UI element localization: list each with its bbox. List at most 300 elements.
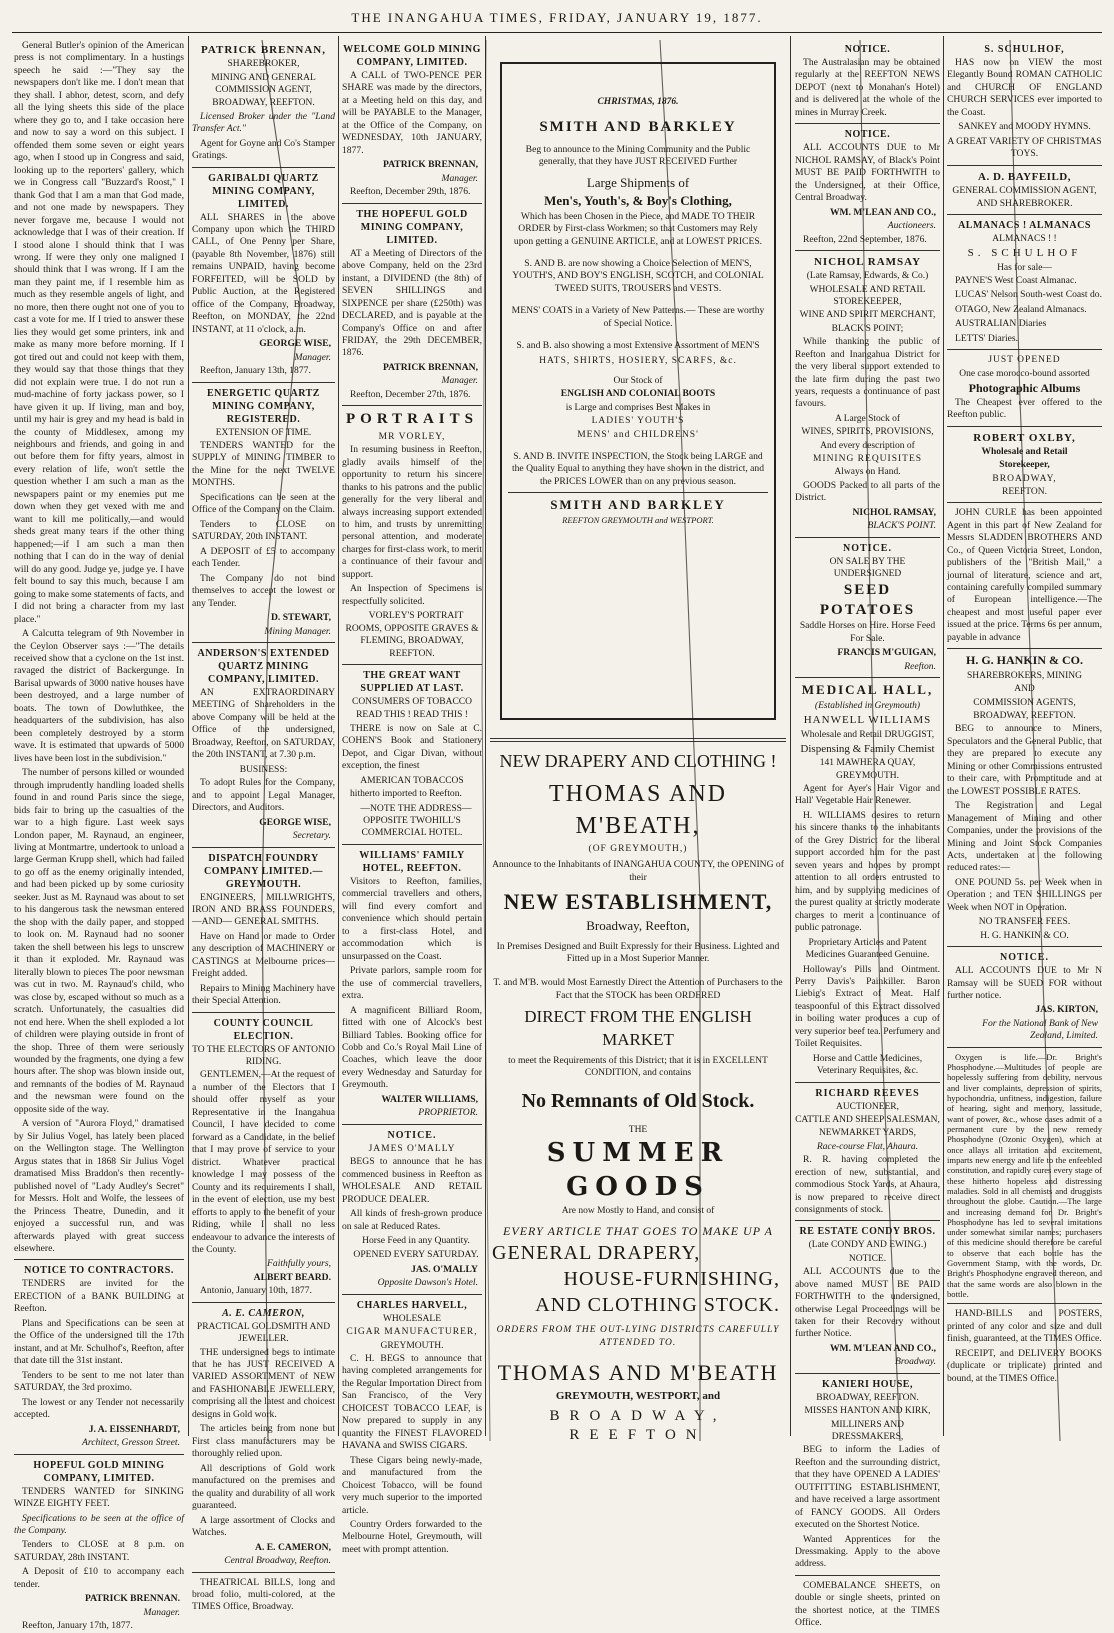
ad-heading: THE GREAT WANT SUPPLIED AT LAST. [360, 670, 464, 695]
ad-heading: AND CLOTHING STOCK. [535, 1294, 780, 1317]
ad-subheading: WINES, SPIRITS, PROVISIONS, [801, 427, 934, 438]
ad-subheading: Wholesale and Retail [981, 446, 1068, 457]
ad-text: A magnificent Billiard Room, fitted with one of Alcock's best Billiard Tables. Booking office for Cobb and Co.'s Royal Mail Line of Coaches, which leave the door every Wednesday and Saturday for Greymouth. [342, 1004, 482, 1091]
ad-signature: Auctioneers. [887, 220, 936, 232]
divider [192, 1572, 335, 1573]
ad-subheading: WHOLESALE [382, 1313, 442, 1324]
ad-text: hitherto imported to Reefton. [350, 788, 462, 800]
ad-heading: No Remnants of Old Stock. [521, 1089, 755, 1112]
ad-text: A large assortment of Clocks and Watches. [192, 1514, 335, 1539]
divider [192, 1302, 335, 1303]
divider [947, 349, 1102, 350]
ad-text: Visitors to Reefton, families, commercial travellers and others, will find every comfort and convenience which should pertain to a first-class Hotel, and accommodation which is unsurpassed on the Coast. [342, 875, 482, 962]
ad-text: Licensed Broker under the "Land Transfer Act." [192, 110, 335, 135]
divider [342, 664, 482, 665]
ad-text: BEGS to announce that he has commenced business in Reefton as WHOLESALE AND RETAIL PRODUCE DEALER. [342, 1156, 482, 1205]
ad-text: All descriptions of Gold work manufactured on the premises and the quality and durability of all work guaranteed. [192, 1462, 335, 1512]
ad-subheading: SHAREBROKER, [227, 59, 300, 70]
ad-subheading: Our Stock of [613, 376, 663, 387]
ad-text: GENERAL COMMISSION AGENT, AND SHAREBROKER. [952, 185, 1097, 209]
ad-heading: Photographic Albums [968, 381, 1081, 395]
ad-text: S. AND B. are now showing a Choice Selection of MEN'S, YOUTH'S, AND BOY'S ENGLISH, SCOTCH, and COLONIAL TWEED SUITS, TROUSERS and VESTS. [512, 257, 764, 294]
ad-subheading: LADIES' YOUTH'S [591, 416, 685, 427]
ad-text: Agent for Goyne and Co's Stamper Gratings. [192, 137, 335, 162]
ad-thomas-mbeath [490, 750, 786, 1446]
ad-subheading: COMMISSION AGENTS, [973, 697, 1076, 708]
ad-signature: Reefton. [904, 660, 936, 672]
ad-heading: ENERGETIC QUARTZ MINING COMPANY, REGISTERED. [207, 387, 320, 425]
ad-subheading: (OF GREYMOUTH,) [588, 843, 688, 854]
column-rule [338, 36, 339, 1436]
ad-signature: D. STEWART, [271, 612, 331, 624]
ad-text: TENDERS are invited for the ERECTION of a BANK BUILDING at Reefton. [14, 1278, 184, 1315]
ad-signature: NICHOL RAMSAY, [852, 506, 936, 518]
ad-john-curle: JOHN CURLE has been appointed Agent in this part of New Zealand for Messrs SLADDEN BROTHERS AND Co., of Queen Victoria Street, London, publishers of the "British Mail," a journal of literature, science and art, containing carefully compiled summary of European intelligence.—The cheapest and most useful paper ever issued at the price. Terms 6s per annum, payable in advance [947, 507, 1102, 643]
divider [192, 1012, 335, 1013]
divider [14, 1259, 184, 1260]
ad-signature: Architect, Gresson Street. [81, 1437, 180, 1449]
ad-text: A Deposit of £10 to accompany each tender. [14, 1566, 184, 1590]
ad-text: H. WILLIAMS desires to return his sincere thanks to the inhabitants of the Grey District for the liberal support accorded him for the past seven years and hopes by prompt attention to all orders entrusted to him, and by supplying medicines of the purest quality at strictly moderate charges to merit a continuance of public patronage. [795, 809, 940, 934]
ad-heading: A. E. CAMERON, [222, 1307, 305, 1319]
ad-heading: GENERAL DRAPERY, [492, 1242, 701, 1265]
ad-heading: NOTICE. [844, 129, 891, 141]
ad-text: Holloway's Pills and Ointment. Perry Davis's Painkiller. Baron Liebig's Extract of Meat. Half teaspoonful of this Extract dissolved in boiling water produces a cup of very superior beef tea. Perfumery and Toilet Requisites. [795, 963, 940, 1050]
ad-signature: PATRICK BRENNAN, [382, 159, 478, 171]
ad-heading: DIRECT FROM THE ENGLISH MARKET [524, 1007, 752, 1049]
ad-text: The lowest or any Tender not necessarily accepted. [14, 1396, 184, 1421]
ad-subheading: MENS' and CHILDRENS' [577, 429, 699, 440]
ad-text: SANKEY and MOODY HYMNS. [958, 121, 1091, 133]
ad-notice-accounts [795, 128, 940, 246]
article-shell: The number of persons killed or wounded through imprudently handling loaded shells found in and round Paris since the siege, bids fair to bring up the casualties of the war to a high figure. Last week says London paper, M. Raynaud, an engineer, living at Montmartre, undertook to unload a large German Krupp shell, which had failed to go off as the enemy originally intended, and had been picked up by some curiosity seeker. Just as M. Raynaud was about to set to his dangerous task the newsman entered the shop with the daily paper, and stopped to look on. M. Raynaud had no sooner taken the shell between his legs to unscrew it than it exploded. Mr. Raynaud was literally blown to pieces The poor newsman was cut in two. M. Raynaud's child, who was close by, escaped without so much as a scratch. Unfortunately, the casualties did not end here. When the shell exploded a lot of children were playing outside in front of the shop. Three of them were seriously wounded by the fragments, one dying a few hours after. The shop was blown inside out, and remnants of the bodies of M. Raynaud and the newsman were found on the opposite side of the way. [14, 767, 184, 1115]
ad-signature: THOMAS AND M'BEATH [497, 1360, 779, 1386]
ad-signature: BLACK'S POINT. [867, 520, 936, 532]
ad-text: TENDERS WANTED for the SUPPLY of MINING TIMBER to the Mine for the next TWELVE MONTHS. [192, 439, 335, 489]
ad-text: PAYNE'S West Coast Almanac. [955, 274, 1077, 286]
divider [14, 1454, 184, 1455]
ad-smith-barkley [500, 62, 776, 720]
ad-subheading: TO THE ELECTORS OF ANTONIO RIDING. [192, 1044, 335, 1068]
ad-garibaldi [192, 172, 335, 378]
ad-signature: PATRICK BRENNAN, [382, 361, 478, 373]
ad-notice-contractors [14, 1264, 184, 1449]
ad-cameron [192, 1307, 335, 1568]
divider [508, 492, 768, 493]
divider [795, 537, 940, 538]
ad-photographic-albums [947, 354, 1102, 421]
ad-nichol-ramsay [795, 255, 940, 532]
divider [795, 1220, 940, 1221]
ad-signature: JAS. KIRTON, [1035, 1004, 1098, 1016]
ad-heading: SEED POTATOES [819, 582, 916, 618]
ad-signature: Manager. [143, 1606, 180, 1618]
ad-date: Reefton, January 17th, 1877. [22, 1620, 133, 1632]
ad-news-depot [795, 43, 940, 119]
ad-heading: JUST OPENED [988, 355, 1061, 366]
ad-signature: WM. M'LEAN AND CO., [829, 206, 936, 218]
ad-text: TENDERS WANTED for SINKING WINZE EIGHTY FEET. [14, 1485, 184, 1510]
ad-text: ALL ACCOUNTS DUE to Mr NICHOL RAMSAY, of Black's Point MUST BE PAID FORTHWITH to the Undersigned, at their Office, Central Broadway. [795, 142, 940, 204]
ad-text: R. R. having completed the erection of new, substantial, and commodious Stock Yards, at Ahaura, is now prepared to receive direct consignments of stock. [795, 1154, 940, 1215]
ad-portraits [342, 410, 482, 660]
divider [795, 1082, 940, 1083]
ad-signature: WM. M'LEAN AND CO., [829, 1342, 936, 1354]
ad-subheading: MINING REQUISITES [812, 453, 923, 464]
divider [795, 1373, 940, 1374]
column-1 [14, 40, 184, 1632]
ad-heading: COUNTY COUNCIL ELECTION. [213, 1017, 314, 1042]
ad-heading: A. D. BAYFEILD, [978, 170, 1071, 183]
divider [342, 1124, 482, 1125]
ad-text: HAS now on VIEW the most Elegantly Bound ROMAN CATHOLIC and CHURCH OF ENGLAND CHURCH SERVICES ever imported to the Coast. [947, 57, 1102, 118]
ad-heading: NOTICE TO CONTRACTORS. [24, 1265, 174, 1277]
ad-text: Private parlors, sample room for the use of commercial travellers, extra. [342, 965, 482, 1002]
ad-heading: ALMANACS ! ALMANACS [958, 219, 1091, 231]
ad-subheading: Wholesale and Retail DRUGGIST, [800, 729, 935, 740]
ad-schulhof [947, 43, 1102, 161]
ad-subheading: EXTENSION OF TIME. [215, 427, 312, 438]
ad-theatrical-bills: THEATRICAL BILLS, long and broad folio, multi-colored, at the TIMES Office, Broadway. [192, 1576, 335, 1613]
ad-heading: DISPATCH FOUNDRY COMPANY LIMITED.—GREYMOUTH. [203, 852, 324, 890]
ad-text: Plans and Specifications can be seen at the Office of the undersigned till the 17th instant, and at Mr. Schulhof's, Reefton, after that date till the 31st instant. [14, 1317, 184, 1367]
ad-welcome-gold [342, 43, 482, 199]
ad-subheading: (Late Ramsay, Edwards, & Co.) [806, 271, 929, 282]
ad-signature: H. G. HANKIN & CO. [980, 930, 1069, 941]
divider [947, 648, 1102, 649]
divider [192, 642, 335, 643]
ad-balance-sheets: COMEBALANCE SHEETS, on double or single sheets, printed on the shortest notice, at the TIMES Office. [795, 1579, 940, 1629]
ad-heading: ANDERSON'S EXTENDED QUARTZ MINING COMPANY, LIMITED. [197, 648, 330, 686]
ad-signature: GEORGE WISE, [259, 338, 331, 350]
ad-text: The Cheapest ever offered to the Reefton public. [947, 396, 1102, 421]
ad-text: S. AND B. INVITE INSPECTION, the Stock being LARGE and the Quality Equal to anything they have shown in the district, and the PRICES LOWER than on any previous season. [511, 450, 765, 487]
ad-subheading: NO TRANSFER FEES. [978, 917, 1071, 928]
ad-text: S. and B. also showing a most Extensive Assortment of MEN'S [516, 340, 760, 352]
ad-signature: SMITH AND BARKLEY [550, 497, 726, 513]
ad-text: Saddle Horses on Hire. Horse Feed For Sale. [799, 620, 936, 644]
ad-subheading: WHOLESALE AND RETAIL STOREKEEPER, [809, 284, 926, 308]
ad-text: The Registration and Legal Management of Mining and other Companies, under the provisions of the Mining and Joint Stock Companies Acts, undertaken at the following reduced rates:— [947, 800, 1102, 874]
divider [342, 405, 482, 406]
article-cyclone: A Calcutta telegram of 9th November in the Ceylon Observer says :—"The details received show that a cyclone on the 1st inst. ravaged the district of Backergunge. In Barisal upwards of 3000 native houses have been destroyed, and a large number of boats. The town of Dowluthkee, the headquarters of the subdivision, has also been completely destroyed by a storm wave. It is estimated that upwards of 5000 lives have been lost in the subdivision." [14, 628, 184, 764]
ad-text: ALL ACCOUNTS due to the above named MUST BE PAID FORTHWITH to the undersigned, otherwise Legal Proceedings will be taken for their Recovery without further Notice. [795, 1266, 940, 1340]
ad-seed-potatoes [795, 542, 940, 674]
ad-text: to meet the Requirements of this District; that it is in EXCELLENT CONDITION, and contains [508, 1054, 768, 1079]
ad-signature: Manager. [441, 172, 478, 184]
ad-text: OPENED EVERY SATURDAY. [353, 1249, 479, 1261]
ad-text: Specifications to be seen at the office of the Company. [14, 1512, 184, 1536]
ad-heading: RE ESTATE CONDY BROS. [799, 1226, 936, 1238]
ad-condy-bros [795, 1225, 940, 1368]
divider [342, 1294, 482, 1295]
ad-subheading: 141 MAWHERA QUAY, GREYMOUTH. [819, 758, 916, 781]
ad-text: THERE is now on Sale at C. COHEN'S Book and Stationery Depot, and Cigar Divan, without exception, the finest [342, 722, 482, 772]
ad-heading: KANIERI HOUSE, [822, 1378, 913, 1390]
masthead: THE INANGAHUA TIMES, FRIDAY, JANUARY 19, 1877. [351, 10, 763, 25]
ad-heading: GARIBALDI QUARTZ MINING COMPANY, LIMITED. [208, 172, 319, 210]
ad-subheading: BLACK'S POINT; [831, 323, 904, 334]
ad-signature: Secretary. [292, 830, 331, 842]
divider [795, 123, 940, 124]
ad-subheading: MINING AND GENERAL COMMISSION AGENT, [211, 72, 316, 95]
ad-subheading: Race-course Flat, Ahaura. [816, 1141, 919, 1152]
ad-subheading: CONSUMERS OF TOBACCO [351, 697, 473, 708]
ad-subheading: JAMES O'MALLY [368, 1143, 456, 1154]
ad-signature: ALBERT BEARD. [253, 1271, 331, 1283]
ad-subheading: WINE AND SPIRIT MERCHANT, [799, 310, 936, 321]
ad-subheading: SHAREBROKERS, MINING [966, 670, 1083, 681]
ad-text: THE undersigned begs to intimate that he has JUST RECEIVED A VARIED ASSORTMENT of NEW and FASHIONABLE JEWELLERY, comprising all the latest and choicest designs in Gold work. [192, 1346, 335, 1420]
ad-signature: BROADWAY, REEFTON [549, 1407, 727, 1444]
ad-subheading: PRACTICAL GOLDSMITH AND JEWELLER. [196, 1321, 331, 1345]
ad-subheading: Are now Mostly to Hand, and consist of [561, 1206, 715, 1217]
ad-heading: THOMAS AND M'BEATH, [548, 781, 727, 839]
ad-text: Announce to the Inhabitants of INANGAHUA COUNTY, the OPENING of their [492, 859, 784, 883]
ad-subheading: CIGAR MANUFACTURER, [346, 1327, 478, 1338]
divider [947, 1303, 1102, 1304]
ad-robert-oxlby [947, 431, 1102, 499]
ad-tobacco [342, 669, 482, 840]
ad-almanacs [947, 219, 1102, 345]
column-rule [943, 36, 944, 1436]
ad-signature: GREYMOUTH, WESTPORT, and [555, 1389, 721, 1402]
ad-subheading: AND [1014, 684, 1035, 695]
ad-subheading: THE [628, 1124, 648, 1135]
ad-heading: NOTICE. [1000, 952, 1049, 964]
ad-text: BEG to inform the Ladies of Reefton and the surrounding district, that they have OPENED A LADIES' OUTFITTING ESTABLISHMENT, and have received a large assortment of FANCY GOODS. All Orders executed on the Shortest Notice. [795, 1444, 940, 1531]
ad-text: To adopt Rules for the Company, and to appoint Legal Manager, Directors, and Auditors. [192, 777, 335, 814]
ad-signature: Faithfully yours, [267, 1258, 331, 1270]
ad-heading: SUMMER GOODS [546, 1137, 730, 1202]
ad-signature: J. A. EISSENHARDT, [88, 1423, 180, 1435]
ad-text: The Australasian may be obtained regularly at the REEFTON NEWS DEPOT (next to Monahan's Hotel) and is delivered at the whole of the mines in Murray Creek. [795, 57, 940, 118]
ad-text: Tenders to be sent to me not later than SATURDAY, the 3rd proximo. [14, 1369, 184, 1394]
ad-signature: JAS. O'MALLY [411, 1263, 478, 1275]
divider [795, 1575, 940, 1576]
ad-text: OTAGO, New Zealand Almanacs. [955, 303, 1087, 315]
ad-heading: WILLIAMS' FAMILY HOTEL, REEFTON. [359, 849, 465, 874]
ad-subheading: ON SALE BY THE UNDERSIGNED [829, 556, 906, 579]
ad-subheading: AUCTIONEER, [835, 1101, 900, 1112]
ad-harvell [342, 1299, 482, 1557]
ad-signature: Mining Manager. [264, 625, 331, 637]
ad-heading: NEW DRAPERY AND CLOTHING ! [499, 751, 777, 771]
ad-subheading: is Large and comprises Best Makes in [565, 402, 711, 413]
divider [192, 382, 335, 383]
ad-heading: RICHARD REEVES [815, 1087, 920, 1099]
ad-text: BEG to announce to Miners, Speculators and the General Public, that they are prepared to execute any Mining or other Commissions entrusted to their care, with Promptitude and at the LOWEST POSSIBLE RATES. [947, 723, 1102, 797]
ad-text: Agent for Ayer's Hair Vigor and Hall' Vegetable Hair Renewer. [795, 782, 940, 807]
divider [342, 844, 482, 845]
column-6 [947, 40, 1102, 1435]
ad-subheading: NEWMARKET YARDS, [818, 1128, 917, 1139]
ad-text: The articles being from none but First class manufacturers may be thoroughly relied upon. [192, 1423, 335, 1460]
ad-text: Repairs to Mining Machinery have their Special Attention. [192, 982, 335, 1007]
divider [947, 426, 1102, 427]
ad-subheading: REEFTON. [1002, 486, 1047, 497]
divider [192, 167, 335, 168]
column-2 [192, 40, 335, 1613]
ad-date: Antonio, January 10th, 1877. [200, 1285, 312, 1297]
ad-heading: NICHOL RAMSAY [813, 256, 922, 269]
ad-subheading: And every description of [820, 440, 915, 451]
ad-heading: S. SCHULHOF, [984, 44, 1065, 55]
ad-date: Reefton, December 27th, 1876. [350, 388, 471, 400]
ad-subheading: Has for sale— [997, 262, 1052, 273]
ad-subheading: MILLINERS AND DRESSMAKERS, [830, 1419, 905, 1442]
ad-text: MENS' COATS in a Variety of New Patterns.— These are worthy of Special Notice. [511, 305, 765, 329]
ad-subheading: One case morocco-bound assorted [959, 368, 1090, 379]
divider [947, 214, 1102, 215]
ad-text: Which has been Chosen in the Piece, and MADE TO THEIR ORDER by First-class Workmen; so that Customers may Rely upon getting a GENUINE ARTICLE, and at LOWEST PRICES. [513, 210, 763, 247]
ad-williams-hotel [342, 849, 482, 1120]
ad-subheading: MISSES HANTON AND KIRK, [804, 1406, 931, 1417]
ad-signature: Opposite Dawson's Hotel. [377, 1277, 478, 1289]
ad-energetic [192, 387, 335, 638]
ad-signature: Broadway. [895, 1356, 936, 1368]
ad-text: Have on Hand or made to Order any description of MACHINERY or CASTINGS at Melbourne prices—Freight added. [192, 930, 335, 980]
ad-subheading: Storekeeper, [999, 460, 1050, 471]
ad-text: ALL SHARES in the above Company upon which the THIRD CALL, of One Penny per Share, (payable 8th November, 1876) still remains UNPAID, having become FORFEITED, will be SOLD by Public Auction, at the Registered office of the Company, Broadway, Reefton, on MONDAY, the 22nd INSTANT, at 11 o'clock, a.m. [192, 211, 335, 335]
ad-subheading: BROADWAY, REEFTON. [212, 98, 315, 109]
ad-signature: GEORGE WISE, [259, 816, 331, 828]
ad-text: VORLEY'S PORTRAIT ROOMS, OPPOSITE GRAVES & FLEMING, BROADWAY, REEFTON. [345, 610, 479, 659]
divider [795, 250, 940, 251]
ad-subheading: BUSINESS: [239, 764, 288, 775]
ad-heading: CHARLES HARVELL, [356, 1299, 468, 1311]
ad-subheading: Broadway, Reefton, [586, 917, 690, 933]
ad-text: AUSTRALIAN Diaries [955, 318, 1047, 330]
ad-text: These Cigars being newly-made, and manufactured from the Choicest Tobacco, will be found very much superior to the imported article. [342, 1454, 482, 1516]
ad-subheading: HATS, SHIRTS, HOSIERY, SCARFS, &c. [539, 355, 737, 366]
column-rule [188, 36, 189, 1436]
ad-text: AT a Meeting of Directors of the above Company, held on the 23rd instant, a DIVIDEND (the 8th) of SEVEN SHILLINGS and SIXPENCE per share (£250th) was DECLARED, and is payable at the Company's Office on and after FRIDAY, the 29th DECEMBER, 1876. [342, 247, 482, 359]
ad-subheading: S. SCHULHOF [967, 247, 1082, 260]
ad-hankin [947, 653, 1102, 942]
ad-heading: H. G. HANKIN & CO. [966, 653, 1083, 668]
ad-text: An Inspection of Specimens is respectfully solicited. [342, 583, 482, 607]
ad-signature: PATRICK BRENNAN. [84, 1593, 180, 1605]
ad-text: Country Orders forwarded to the Melbourne Hotel, Greymouth, will meet with prompt attention. [342, 1518, 482, 1555]
ad-text: GOODS Packed to all parts of the District. [795, 479, 940, 504]
divider [342, 203, 482, 204]
divider [490, 738, 786, 742]
ad-heading: HOUSE-FURNISHING, [563, 1268, 780, 1291]
ad-heading: SMITH AND BARKLEY [539, 119, 737, 136]
ad-phosphodyne: Oxygen is life.—Dr. Bright's Phosphodyne.—Multitudes of people are hopelessly suffering from debility, nervous and liver complaints, depression of spirits, hypochondria, unfitness, indigestion, failure of hearing, sight and memory, lassitude, want of power, &c., whose cases admit of a permanent cure by the new remedy Phosphodyne (Ozonic Oxygen), which at once allays all irritation and excitement, imparts new energy and life to the enfeebled constitution, and rapidly cures every stage of these hitherto hopeless and distressing maladies. Sold in all chemists and druggists throughout the globe. Caution.—The large and increasing demand for Dr. Bright's Phosphodyne has led to several imitations under somewhat similar names; purchasers of this medicine should therefore be careful to observe that each bottle has the Government Stamp, with the words, Dr. Bright's Phosphodyne engraved thereon, and that the same words are also blown in the bottle. [947, 1051, 1102, 1300]
ad-date: Reefton, December 29th, 1876. [350, 186, 471, 198]
ad-text: AN EXTRAORDINARY MEETING of Shareholders in the above Company will be held at the Office of the undersigned, Broadway, Reefton, on SATURDAY, the 20th INSTANT, at 7.30 p.m. [192, 687, 335, 761]
ad-subheading: EVERY ARTICLE THAT GOES TO MAKE UP A [503, 1223, 773, 1238]
ad-text: Tenders to CLOSE on SATURDAY, 20th INSTANT. [192, 518, 335, 543]
masthead-rule [12, 32, 1102, 33]
ad-text: Horse and Cattle Medicines, Veterinary Requisites, &c. [812, 1052, 923, 1077]
ad-text: C. H. BEGS to announce that having completed arrangements for the Regular Importation Direct from San Francisco, of the Very CHOICEST TOBACCO LEAF, is Now prepared to supply in any quantity the FINEST FLAVORED HAVANA and SWISS CIGARS. [342, 1352, 482, 1452]
ad-hopeful-tenders [14, 1459, 184, 1633]
divider [192, 847, 335, 848]
ad-subheading: ORDERS FROM THE OUT-LYING DISTRICTS CAREFULLY ATTENDED TO. [496, 1325, 780, 1348]
ad-medical-hall [795, 682, 940, 1078]
ad-text: A DEPOSIT of £5 to accompany each Tender. [192, 545, 335, 570]
column-5 [795, 40, 940, 1629]
column-4 [490, 40, 786, 1444]
ad-text: Proprietary Articles and Patent Medicines Guaranteed Genuine. [805, 936, 930, 961]
ad-text: All kinds of fresh-grown produce on sale at Reduced Rates. [342, 1208, 482, 1232]
ad-subheading: CATTLE AND SHEEP SALESMAN, [795, 1115, 940, 1126]
ad-text: LETTS' Diaries. [955, 332, 1019, 344]
ad-heading: WELCOME GOLD MINING COMPANY, LIMITED. [343, 44, 481, 68]
ad-text: Horse Feed in any Quantity. [362, 1234, 470, 1246]
ad-subheading: BROADWAY, REEFTON. [816, 1392, 919, 1403]
divider [795, 677, 940, 678]
ad-heading: PORTRAITS [346, 411, 478, 428]
ad-signature: PROPRIETOR. [418, 1107, 478, 1119]
ad-heading: PATRICK BRENNAN, [201, 44, 326, 56]
ad-bayfeild [947, 170, 1102, 210]
ad-date: Reefton, 22nd September, 1876. [803, 233, 927, 245]
ad-patrick-brennan [192, 43, 335, 163]
divider [947, 165, 1102, 166]
ad-text: Beg to announce to the Mining Community and the Public generally, that they have JUST RECEIVED Further [525, 143, 751, 168]
column-rule [485, 36, 486, 1436]
ad-subheading: (Late CONDY AND EWING.) [808, 1240, 927, 1251]
divider [947, 946, 1102, 947]
ad-text: LUCAS' Nelson South-west Coast do. [955, 289, 1102, 301]
article-butler: General Butler's opinion of the American press is not complimentary. In a hustings speech he said :—"They say the newspapers don't like me. I don't mean that they shall. I abhor, detest, scorn, and defy all the lying sheets this side of the place where they go to, and I take occasion here and now to say a word on this subject. I offended them some seven or eight years ago, when I stood up in Congress and said, looking up to the reporters' gallery, which we in Congress call "Buzzard's Roost," I thank God that I am a man that God made, and not one made by newspapers. They never forgave me, because I would not acknowledge that I was of their creation. If I stood alone I should think that I was wrong. If were they only one maligned I should think that I was wrong. If I am the man they paint me, if I resemble him as much as they resemble angels of light, and no more, then there ought not one of you to cast a vote for me. If I tried to answer these lies they would get some printers, ink and make as many more before morning. If I got tired out and could not keep with them, they would say that those things that they did not explain were true. I do not run a mud-machine of forty jackass power, so I have given it up. If living, man and boy, until my hair is grey and my head is bald in the county of Middlesex, among my neighbours and friends, and going in and out before them for fifty years, almost in every relation of life, won't settle the question whether I am such a man as the newspapers paint or my enemies put me down when they get vexed with me and want to kill me politically,—and would sheds great many tears if the other thing happened;—if I am such a man then nothing that I can do in the way of denial will do any good. Judge ye, judge ye. I have felt bound to say this much, because I am going to make some statements of facts, and I did not bring a character from my last place." [14, 40, 184, 625]
ad-county-council [192, 1017, 335, 1298]
column-3 [342, 40, 482, 1555]
ad-heading: NOTICE. [843, 542, 892, 554]
ad-heading: NOTICE. [844, 44, 891, 55]
ad-richard-reeves [795, 1087, 940, 1217]
ad-heading: MEDICAL HALL, [801, 682, 934, 698]
ad-signature: FRANCIS M'GUIGAN, [837, 647, 936, 659]
ad-date: Reefton, January 13th, 1877. [200, 365, 311, 377]
ad-signature: For the National Bank of New Zealand, Limited. [982, 1017, 1098, 1042]
ad-text: Specifications can be seen at the Office of the Company on the Claim. [192, 491, 335, 516]
ad-heading: NEW ESTABLISHMENT, [503, 889, 773, 915]
column-rule [790, 36, 791, 1436]
ad-text: A CALL of TWO-PENCE PER SHARE was made by the directors, at a Meeting held on this day, and will be PAYABLE to the Manager, at the Office of the Company, on WEDNESDAY, 10th JANUARY, 1877. [342, 70, 482, 156]
ad-text: ONE POUND 5s. per Week when in Operation ; and TEN SHILLINGS per Week when NOT in Operation. [947, 876, 1102, 913]
divider [947, 1047, 1102, 1048]
ad-subheading: ENGLISH AND COLONIAL BOOTS [560, 389, 716, 400]
ad-heading: NOTICE. [387, 1129, 437, 1141]
ad-text: ALL ACCOUNTS DUE to Mr N Ramsay will be SUED FOR without further notice. [947, 965, 1102, 1001]
ad-signature: REEFTON GREYMOUTH and WESTPORT. [562, 515, 714, 526]
ad-text: While thanking the public of Reefton and Inangahua District for the very liberal support extended to the late firm during the past two years, requests a continuance of past favours. [795, 336, 940, 410]
ad-subheading: BROADWAY, [992, 473, 1057, 484]
ad-dispatch-foundry [192, 852, 335, 1008]
ad-subheading: GREYMOUTH. [380, 1340, 444, 1351]
ad-subheading: Large Shipments of [586, 174, 690, 190]
ad-subheading: A Large Stock of [835, 413, 900, 424]
ad-receipt-books: RECEIPT, and DELIVERY BOOKS (duplicate or triplicate) printed and bound, at the TIMES Office. [947, 1347, 1102, 1384]
ad-subheading: CHRISTMAS, 1876. [597, 97, 679, 107]
article-aurora-floyd: A version of "Aurora Floyd," dramatised by Sir Julius Vogel, has lately been placed on the Wellington stage. The Wellington Argus states that in 1868 Sir Julius Vogel dramatised Miss Braddon's then recently-published novel of "Lady Audley's Secret" for Messrs. Holt and Wolfe, the lessees of the Princess Theatre, Dunedin, and it enjoyed a successful run, and was afterwards played with great success elsewhere. [14, 1118, 184, 1254]
ad-subheading: Dispensing & Family Chemist [800, 742, 935, 755]
ad-subheading: (Established in Greymouth) [814, 700, 921, 711]
ad-text: In Premises Designed and Built Expressly for their Business. Lighted and Fitted up in a Most Superior Manner. [496, 940, 780, 964]
ad-subheading: NOTICE. [848, 1253, 887, 1264]
ad-text: Wanted Apprentices for the Dressmaking. Apply to the above address. [795, 1533, 940, 1570]
ad-heading: HOPEFUL GOLD MINING COMPANY, LIMITED. [33, 1459, 165, 1484]
ad-subheading: HANWELL WILLIAMS [803, 714, 932, 727]
ad-signature: WALTER WILLIAMS, [381, 1093, 478, 1105]
ad-signature: Manager. [294, 351, 331, 363]
ad-text: Tenders to CLOSE at 8 p.m. on SATURDAY, 28th INSTANT. [14, 1539, 184, 1563]
